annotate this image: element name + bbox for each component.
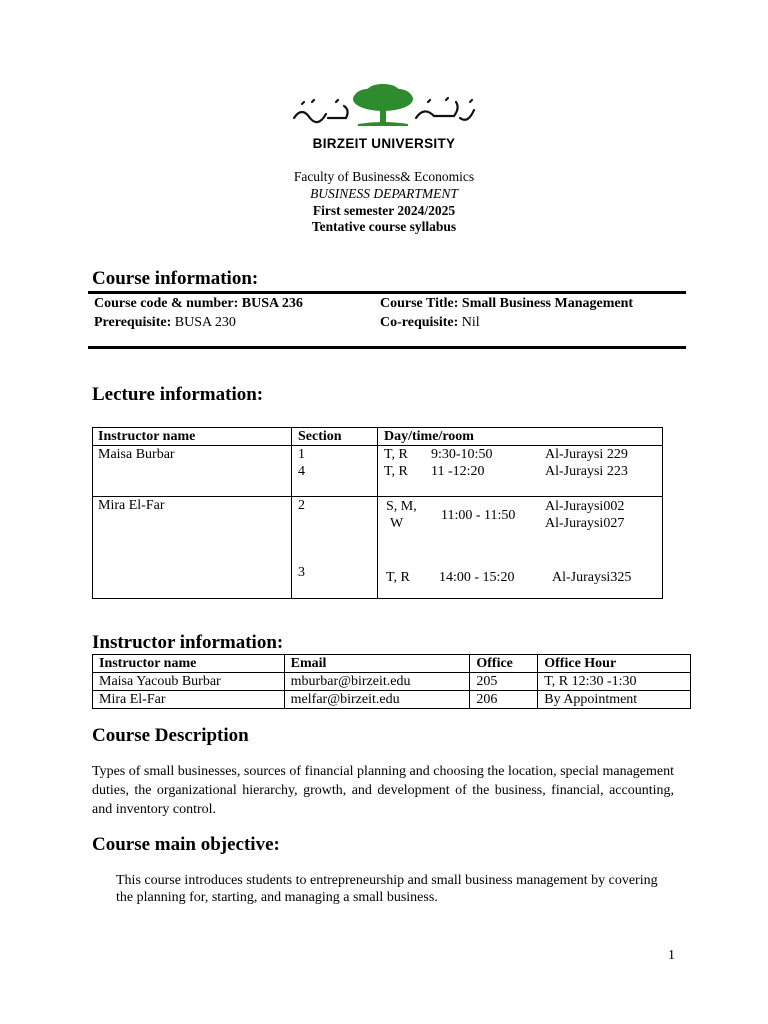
lecture-room: Al-Juraysi325 bbox=[552, 570, 632, 585]
faculty-name: Faculty of Business& Economics bbox=[293, 169, 475, 184]
lecture-day: T, R bbox=[384, 447, 408, 462]
lecture-time: 9:30-10:50 bbox=[431, 447, 493, 462]
lecture-instructor-1: Maisa Burbar bbox=[98, 447, 175, 462]
lecture-day: T, R bbox=[386, 570, 410, 585]
top-rule bbox=[88, 291, 686, 294]
table-header: Office Hour bbox=[538, 655, 691, 673]
lecture-room: Al-Juraysi 229 bbox=[545, 447, 628, 462]
lecture-info-heading: Lecture information: bbox=[92, 384, 264, 405]
semester: First semester 2024/2025 bbox=[312, 203, 456, 218]
course-title: Course Title: Small Business Management bbox=[380, 296, 634, 311]
instructor-name: Maisa Yacoub Burbar bbox=[93, 673, 285, 691]
instructor-email: melfar@birzeit.edu bbox=[284, 691, 470, 709]
course-info-heading: Course information: bbox=[92, 268, 259, 289]
instructor-email: mburbar@birzeit.edu bbox=[284, 673, 470, 691]
lecture-section: 2 bbox=[298, 498, 305, 513]
prerequisite bbox=[94, 314, 236, 331]
instructor-office-hour: T, R 12:30 -1:30 bbox=[538, 673, 691, 691]
table-header: Office bbox=[470, 655, 538, 673]
lecture-section: 3 bbox=[298, 565, 305, 580]
page-number: 1 bbox=[668, 948, 675, 963]
lecture-instructor-2: Mira El-Far bbox=[98, 498, 165, 513]
lecture-section: 1 bbox=[298, 447, 305, 462]
corequisite-label: Co-requisite: bbox=[380, 315, 459, 330]
instructor-name: Mira El-Far bbox=[93, 691, 285, 709]
prerequisite-label: Prerequisite: bbox=[94, 315, 172, 330]
bottom-rule bbox=[88, 346, 686, 349]
instructor-info-heading: Instructor information: bbox=[92, 632, 284, 653]
lecture-room: Al-Juraysi 223 bbox=[545, 464, 628, 479]
table-row bbox=[93, 673, 691, 691]
table-header: Email bbox=[284, 655, 470, 673]
table-header: Instructor name bbox=[93, 655, 285, 673]
description-heading: Course Description bbox=[92, 725, 249, 746]
instructor-office-hour: By Appointment bbox=[538, 691, 691, 709]
university-logo bbox=[288, 84, 480, 156]
course-code: Course code & number: BUSA 236 bbox=[94, 296, 303, 311]
lecture-time: 11:00 - 11:50 bbox=[441, 508, 516, 523]
table-row bbox=[93, 691, 691, 709]
instructor-office: 206 bbox=[470, 691, 538, 709]
lecture-col-instructor: Instructor name bbox=[98, 429, 196, 444]
prerequisite-value: BUSA 230 bbox=[174, 315, 236, 330]
lecture-day: S, M, bbox=[386, 499, 417, 514]
department-name: BUSINESS DEPARTMENT bbox=[310, 186, 458, 201]
description-text: Types of small businesses, sources of financial planning and choosing the location, special management duties, the organizational hierarchy, growth, and development of the business, financial, accounting, and inventory control. bbox=[92, 764, 674, 817]
corequisite bbox=[380, 314, 480, 331]
instructor-table bbox=[92, 654, 691, 709]
objective-text: This course introduces students to entrepreneurship and small business management by covering the planning for, starting, and managing a small business. bbox=[116, 873, 658, 905]
lecture-room: Al-Juraysi002 bbox=[545, 499, 625, 514]
corequisite-value: Nil bbox=[461, 315, 480, 330]
lecture-room: Al-Juraysi027 bbox=[545, 516, 625, 531]
lecture-col-section: Section bbox=[298, 429, 342, 444]
table-header-row bbox=[93, 655, 691, 673]
lecture-section: 4 bbox=[298, 464, 305, 479]
objective-heading: Course main objective: bbox=[92, 834, 280, 855]
lecture-day: W bbox=[390, 516, 404, 531]
document-title: Tentative course syllabus bbox=[311, 219, 457, 234]
tree-icon bbox=[288, 84, 480, 128]
lecture-col-daytime: Day/time/room bbox=[384, 429, 474, 444]
lecture-time: 14:00 - 15:20 bbox=[439, 570, 515, 585]
university-name: BIRZEIT UNIVERSITY bbox=[312, 136, 456, 151]
lecture-time: 11 -12:20 bbox=[431, 464, 485, 479]
lecture-day: T, R bbox=[384, 464, 408, 479]
instructor-office: 205 bbox=[470, 673, 538, 691]
